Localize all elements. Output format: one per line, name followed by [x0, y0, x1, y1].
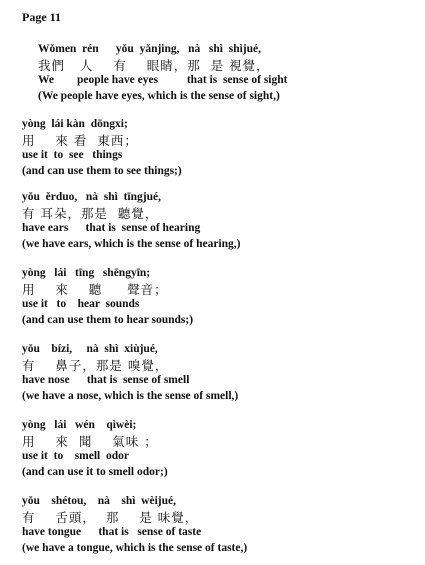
stanza-1: [22, 42, 425, 104]
pinyin-line: yǒu bízi, nà shì xiùjué,: [22, 343, 158, 355]
translation-line: (and can use it to smell odor;): [22, 465, 168, 478]
pinyin-line: yòng lái tīng shēngyīn;: [22, 267, 151, 279]
hanzi-line: 我們 人 有 眼睛，那 是 視覺，: [38, 57, 270, 73]
hanzi-line: 有 鼻子，那是 嗅覺，: [22, 357, 169, 373]
pinyin-line: yòng lái wén qìwèi;: [22, 419, 137, 431]
gloss-line: use it to hear sounds: [22, 298, 140, 310]
hanzi-line: 用 來 聞 氣味 ；: [22, 433, 158, 449]
hanzi-line: 用 來 聽 聲音；: [22, 281, 168, 297]
hanzi-line: 用 來 看 東西；: [22, 132, 138, 148]
gloss-line: use it to see things: [22, 149, 123, 161]
pinyin-line: Wǒmen rén yǒu yǎnjing, nà shì shìjué,: [38, 43, 262, 55]
hanzi-line: 有 耳朵，那是 聽覺，: [22, 205, 159, 221]
stanza-3: [22, 190, 417, 252]
stanza-5: [22, 342, 417, 404]
translation-line: (We people have eyes, which is the sense of sight,): [38, 89, 280, 102]
gloss-line: have nose that is sense of smell: [22, 374, 190, 386]
translation-line: (we have ears, which is the sense of hearing,): [22, 237, 241, 250]
gloss-line: We people have eyes that is sense of sight: [38, 74, 288, 86]
pinyin-line: yǒu ěrduo, nà shì tīngjué,: [22, 191, 161, 203]
translation-line: (and can use them to hear sounds;): [22, 313, 194, 326]
translation-line: (we have a tongue, which is the sense of taste,): [22, 541, 248, 554]
translation-line: (we have a nose, which is the sense of smell,): [22, 389, 239, 402]
stanza-6: [22, 418, 417, 480]
pinyin-line: yòng lái kàn dōngxi;: [22, 118, 128, 130]
stanza-2: [22, 117, 417, 179]
stanza-7: [22, 494, 417, 556]
stanza-4: [22, 266, 417, 328]
hanzi-line: 有 舌頭， 那 是 味覺，: [22, 509, 199, 525]
gloss-line: use it to smell odor: [22, 450, 130, 462]
page-number: Page 11: [22, 10, 61, 24]
gloss-line: have ears that is sense of hearing: [22, 222, 201, 234]
gloss-line: have tongue that is sense of taste: [22, 526, 202, 538]
pinyin-line: yǒu shétou, nà shì wèijué,: [22, 495, 176, 507]
translation-line: (and can use them to see things;): [22, 164, 182, 177]
